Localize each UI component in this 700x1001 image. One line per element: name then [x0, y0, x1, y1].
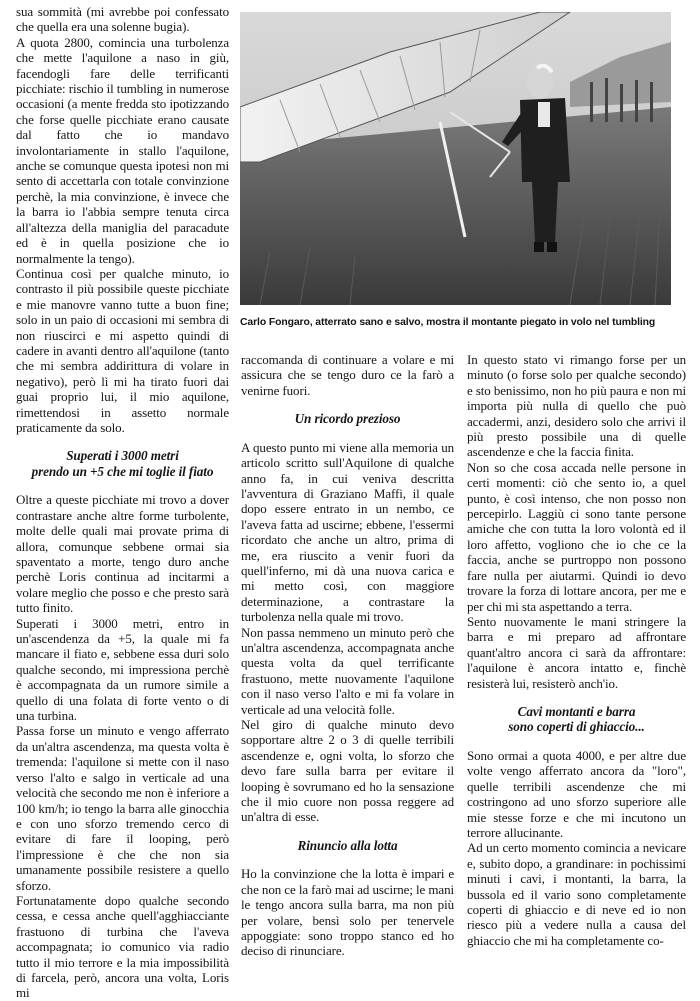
photo-caption: Carlo Fongaro, atterrato sano e salvo, mostra il montante piegato in volo nel tumbling	[240, 317, 656, 328]
paragraph: Sono ormai a quota 4000, e per altre due volte vengo afferrato ancora da "loro", quelle terribili ascendenze che mi costringono ad uno sforzo superiore alle mie stesse forze e che mi incutono un terrore allucinante.	[467, 747, 686, 840]
section-heading-middle-2: Rinuncio alla lotta	[297, 837, 398, 853]
section-heading-right	[467, 704, 686, 735]
paragraph: Continua così per qualche minuto, io contrasto il più possibile queste picchiate e mie manovre vanno tutte a buon fine; solo in un paio di occasioni mi sembra di non riuscirci e mi aspetto quindi di cadere in avanti dentro all'aquilone (tanto che mi sembra addirittura di volare in negativo), però lì mi ha tirato fuori dai guai proprio lui, il mio aquilone, rimettendosi in assetto normale praticamente da solo.	[16, 265, 229, 435]
photo-hang-glider	[240, 12, 671, 305]
paragraph: Fortunatamente dopo qualche secondo cessa, e cessa anche quell'agghiacciante frastuono di turbina che l'aveva accompagnata; io comunico via radio tutto il mio terrore e la mia impossibilità di farcela, però, ancora una volta, Loris mi	[16, 892, 229, 1001]
paragraph: In questo stato vi rimango forse per un minuto (o forse solo per qualche secondo) e sto benissimo, non ho più paura e non mi importa più nulla di quello che può accadermi, anzi, desidero solo che arrivi il più presto possibile una di quelle ascendenze e che la faccia finita.	[467, 352, 686, 460]
paragraph: Sento nuovamente le mani stringere la barra e mi preparo ad affrontare quant'altro ancora ci sarà da affrontare: l'aquilone è ancora intatto e, finchè resisterà lui, resisterò anch'io.	[467, 613, 686, 691]
paragraph: Nel giro di qualche minuto devo sopportare altre 2 o 3 di quelle terribili ascendenze e, ogni volta, lo sforzo che devo fare sulla barra per evitare il looping è sovrumano ed ho la sensazione che il mio cuore non possa reggere ad un'altra di esse.	[241, 717, 454, 825]
heading-line: prendo un +5 che mi toglie il fiato	[31, 463, 214, 479]
article-column-right	[467, 352, 686, 948]
section-heading-left	[16, 448, 229, 479]
article-column-left	[16, 4, 229, 1001]
paragraph: Passa forse un minuto e vengo afferrato da un'altra ascendenza, ma questa volta è tremenda: l'aquilone si mette con il naso verso l'alto e salgo in verticale ad una velocità che secondo me non è inferiore a 100 km/h; io tengo la barra alle ginocchia e con uno sforzo tremendo cerco di evitare di fare il looping, però l'impressione è che che non sia umanamente possibile resistere a quello sforzo.	[16, 723, 229, 893]
section-heading-middle: Un ricordo prezioso	[294, 411, 401, 427]
paragraph: Non passa nemmeno un minuto però che un'altra ascendenza, accompagnata anche questa volta da quel terrificante frastuono, mette nuovamente l'aquilone con il naso verso l'alto e mi fa volare in verticale ad una velocità folle.	[241, 624, 454, 717]
photo-illustration	[240, 12, 671, 305]
article-column-middle	[241, 352, 454, 959]
paragraph: A quota 2800, comincia una turbolenza che mette l'aquilone a naso in giù, facendogli fare delle terrificanti picchiate: rischio il tumbling in numerose occasioni (a mente fredda sto ipotizzando che forse quelle picchiate erano causate dal fatto che io mandavo involontariamente in stallo l'aquilone, anche se comunque questa ipotesi non mi sento di accettarla con totale convinzione perchè, la mia convinzione, è invece che la barra io l'abbia sempre tenuta circa all'altezza della maniglia del paracadute ed è in quella posizione che io normalmente la tengo).	[16, 34, 229, 266]
heading-line: sono coperti di ghiaccio...	[508, 719, 645, 735]
paragraph: Superati i 3000 metri, entro in un'ascendenza da +5, la quale mi fa mancare il fiato e, sebbene essa duri solo qualche secondo, mi impressiona perchè è accompagnata da un rumore simile a quello di una folata di forte vento o di una turbina.	[16, 615, 229, 724]
paragraph: A questo punto mi viene alla memoria un articolo scritto sull'Aquilone di qualche anno fa, in cui veniva descritta l'avventura di Graziano Maffi, il quale dopo essere entrato in un nembo, ce l'aveva fatta ad uscirne; ebbene, l'essermi ricordato che anche un altro, prima di me, era riuscito a venir fuori da quell'inferno, mi dà una nuova carica e mi metto così, con maggiore determinazione, a contrastare la turbolenza nella quale mi trovo.	[241, 439, 454, 625]
paragraph: raccomanda di continuare a volare e mi assicura che se tengo duro ce la farò a venirne fuori.	[241, 352, 454, 398]
heading-line: Cavi montanti e barra	[517, 703, 636, 719]
paragraph: Ho la convinzione che la lotta è impari e che non ce la farò mai ad uscirne; le mani le tengo ancora sulla barra, ma non più per volare, bensì solo per tenervele appoggiate: sono troppo stanco ed ho deciso di rinunciare.	[241, 866, 454, 959]
paragraph: sua sommità (mi avrebbe poi confessato che quella era una solenne bugia).	[16, 4, 229, 35]
heading-line: Superati i 3000 metri	[66, 448, 179, 464]
paragraph: Non so che cosa accada nelle persone in certi momenti: ciò che sento io, a quel punto, è così intenso, che non posso non percepirlo. Laggiù ci sono tante persone amiche che con tutta la loro volontà ed il loro affetto, vogliono che io che ce la faccia, anche se purtroppo non possono fare nulla per aiutarmi. Quindi io devo trovare la forza di lottare ancora, per me e per chi mi sta aspettando a terra.	[467, 459, 686, 614]
paragraph: Ad un certo momento comincia a nevicare e, subito dopo, a grandinare: in pochissimi minuti i cavi, i montanti, la barra, la bussola ed il vario sono completamente coperti di ghiaccio e di neve ed io non riesco più a vedere nulla a causa del ghiaccio che mi ha completamente co-	[467, 840, 686, 948]
paragraph: Oltre a queste picchiate mi trovo a dover contrastare anche altre forme turbolente, molte delle quali mai provate prima di allora, comunque sebbene ormai sia spaventato a morte, tengo duro anche perchè Loris continua ad incitarmi a volare meglio che posso e che presto sarà tutto finito.	[16, 492, 229, 616]
